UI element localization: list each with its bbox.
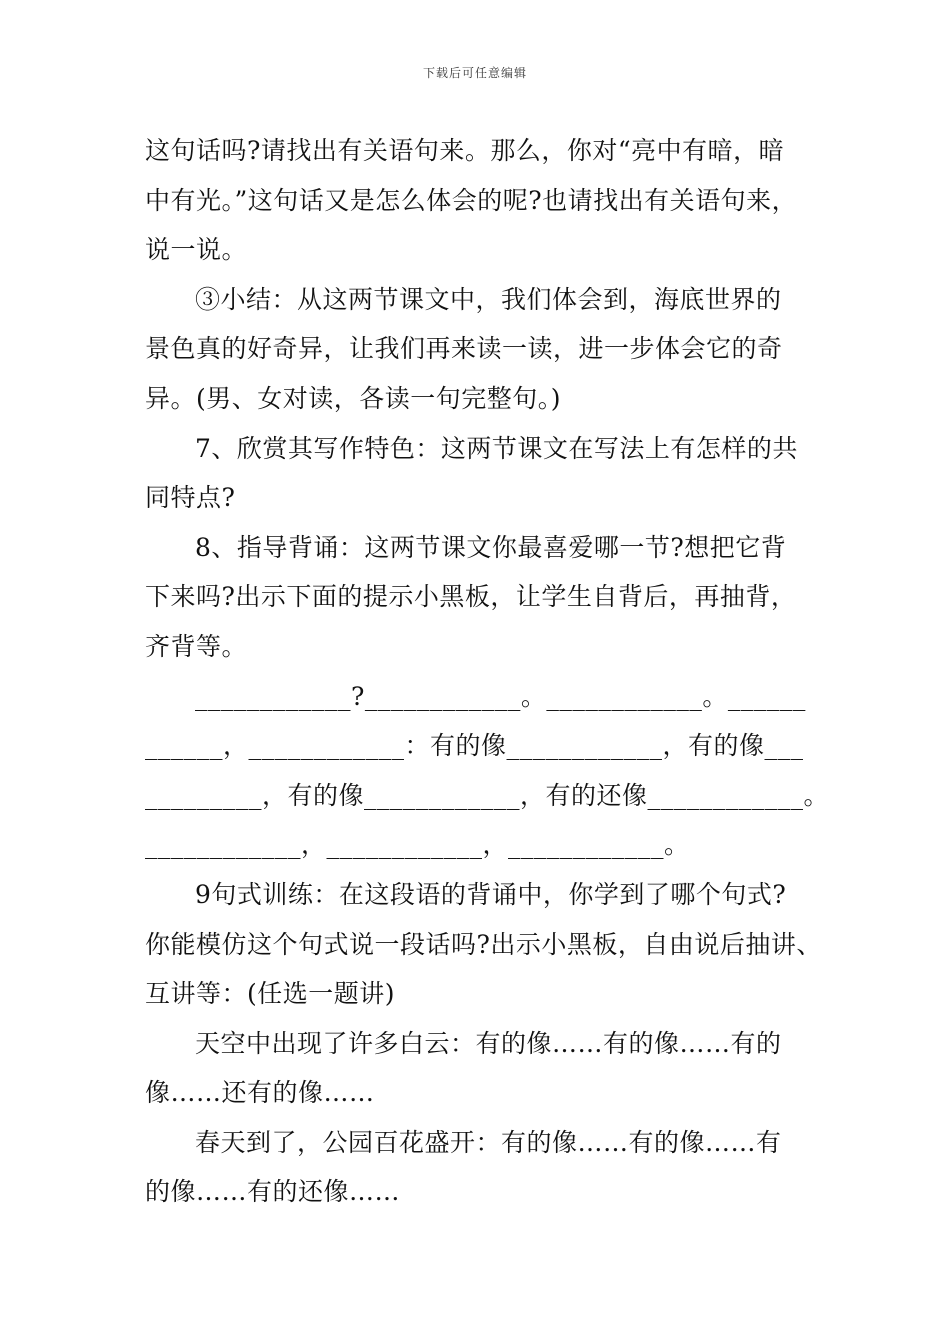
- text-line-6: 异。(男、女对读，各读一句完整句。): [145, 383, 562, 413]
- text-line-16: 像……还有的像……: [145, 1078, 375, 1108]
- text-line-3: 说一说。: [145, 235, 248, 265]
- text-line-14: 互讲等：(任选一题讲): [145, 979, 396, 1009]
- blank-line-1: ____________?____________。____________。______: [195, 681, 806, 711]
- text-line-7: 7、欣赏其写作特色：这两节课文在写法上有怎样的共: [195, 433, 798, 463]
- text-line-2: 中有光。”这句话又是怎么体会的呢?也请找出有关语句来，: [145, 185, 798, 215]
- text-line-17: 春天到了，公园百花盛开：有的像……有的像……有: [195, 1127, 782, 1157]
- body-text: [145, 126, 835, 1217]
- text-line-15: 天空中出现了许多白云：有的像……有的像……有的: [195, 1028, 782, 1058]
- text-line-13: 你能模仿这个句式说一段话吗?出示小黑板，自由说后抽讲、: [145, 929, 822, 959]
- page-header: 下载后可任意编辑: [422, 66, 527, 80]
- blank-line-2: ______，____________：有的像____________，有的像___: [145, 731, 804, 761]
- text-line-5: 景色真的好奇异，让我们再来读一读，进一步体会它的奇: [145, 334, 783, 364]
- text-line-11: 齐背等。: [145, 631, 248, 661]
- text-line-12: 9句式训练：在这段语的背诵中，你学到了哪个句式?: [195, 879, 787, 909]
- text-line-9: 8、指导背诵：这两节课文你最喜爱哪一节?想把它背: [195, 532, 787, 562]
- text-line-10: 下来吗?出示下面的提示小黑板，让学生自背后，再抽背，: [145, 582, 797, 612]
- text-line-18: 的像……有的还像……: [145, 1177, 401, 1207]
- blank-line-3: _________，有的像____________，有的还像____________。: [145, 780, 830, 810]
- text-line-1: 这句话吗?请找出有关语句来。那么，你对“亮中有暗，暗: [145, 136, 785, 165]
- text-line-8: 同特点?: [145, 483, 236, 513]
- text-line-4: ③小结：从这两节课文中，我们体会到，海底世界的: [195, 284, 782, 314]
- blank-line-4: ____________，____________，____________。: [145, 830, 690, 860]
